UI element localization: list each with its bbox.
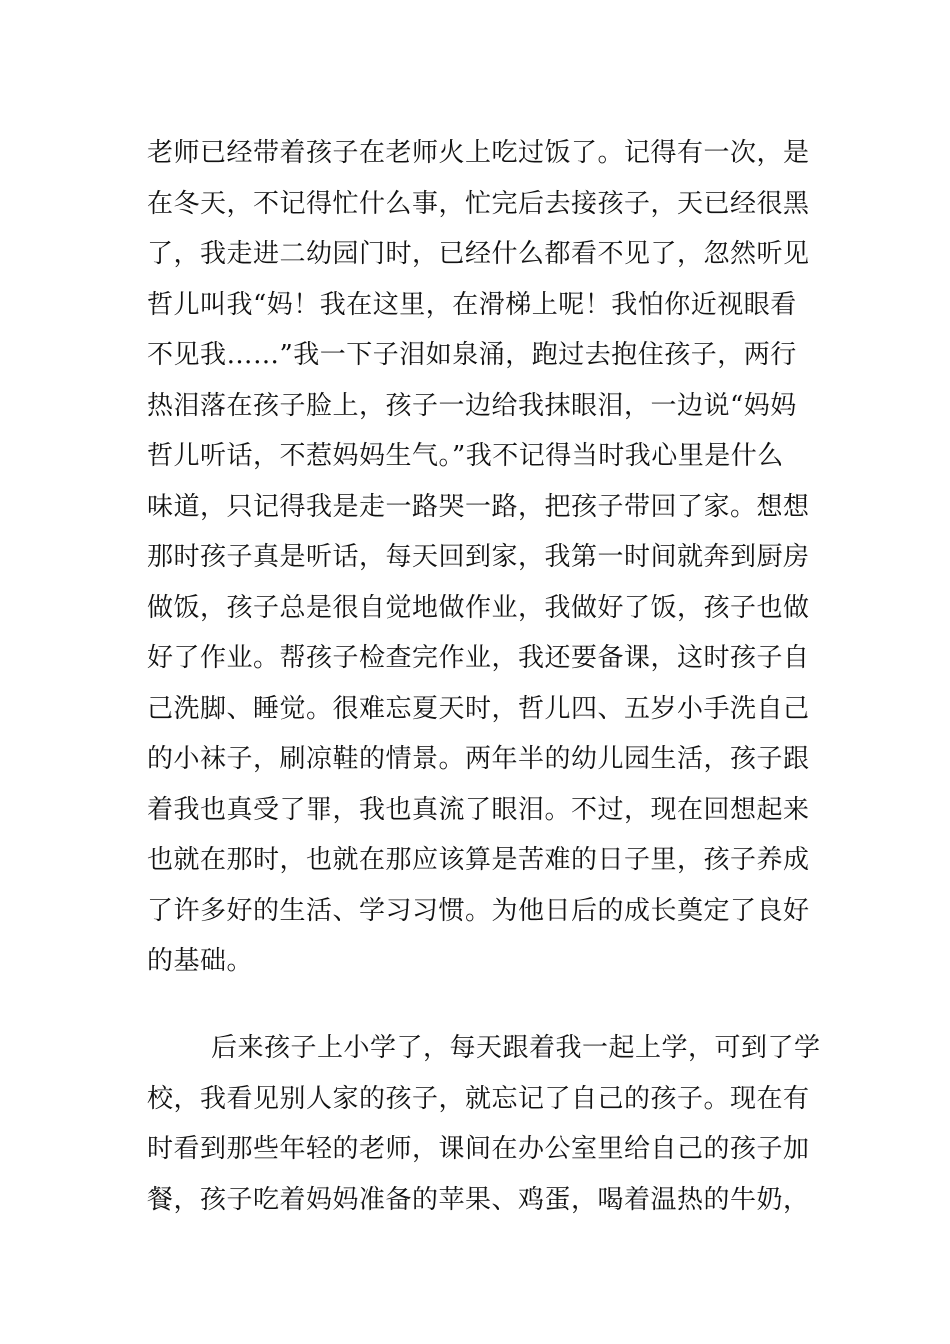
text-line: 做饭，孩子总是很自觉地做作业，我做好了饭，孩子也做: [147, 592, 810, 623]
text-line: 校，我看见别人家的孩子，就忘记了自己的孩子。现在有: [147, 1083, 810, 1114]
text-line: 好了作业。帮孩子检查完作业，我还要备课，这时孩子自: [147, 643, 810, 673]
text-line: 了，我走进二幼园门时，已经什么都看不见了，忽然听见: [147, 239, 810, 269]
paragraph-2: [147, 1023, 821, 1225]
text-line: 也就在那时，也就在那应该算是苦难的日子里，孩子养成: [147, 845, 810, 875]
paragraph-1: [147, 128, 810, 987]
text-line: 哲儿听话，不惹妈妈生气。”我不记得当时我心里是什么: [147, 441, 784, 471]
text-line: 老师已经带着孩子在老师火上吃过饭了。记得有一次，是: [147, 138, 810, 168]
text-line: 着我也真受了罪，我也真流了眼泪。不过，现在回想起来: [147, 794, 810, 825]
text-line: 的基础。: [147, 946, 254, 976]
text-line: 在冬天，不记得忙什么事，忙完后去接孩子，天已经很黑: [147, 188, 810, 219]
text-line: 餐，孩子吃着妈妈准备的苹果、鸡蛋，喝着温热的牛奶，: [147, 1184, 810, 1215]
text-line: 味道，只记得我是走一路哭一路，把孩子带回了家。想想: [147, 491, 810, 522]
text-line: 时看到那些年轻的老师，课间在办公室里给自己的孩子加: [147, 1134, 810, 1164]
text-line: 不见我……”我一下子泪如泉涌，跑过去抱住孩子，两行: [147, 340, 797, 370]
text-line: 己洗脚、睡觉。很难忘夏天时，哲儿四、五岁小手洗自己: [147, 693, 810, 724]
text-line: 的小袜子，刷凉鞋的情景。两年半的幼儿园生活，孩子跟: [147, 744, 810, 774]
text-line: 了许多好的生活、学习习惯。为他日后的成长奠定了良好: [147, 895, 810, 926]
text-line: 后来孩子上小学了，每天跟着我一起上学，可到了学: [211, 1033, 821, 1063]
text-line: 哲儿叫我“妈！我在这里，在滑梯上呢！我怕你近视眼看: [147, 289, 797, 320]
text-line: 热泪落在孩子脸上，孩子一边给我抹眼泪，一边说“妈妈: [147, 390, 797, 421]
text-line: 那时孩子真是听话，每天回到家，我第一时间就奔到厨房: [147, 542, 810, 572]
